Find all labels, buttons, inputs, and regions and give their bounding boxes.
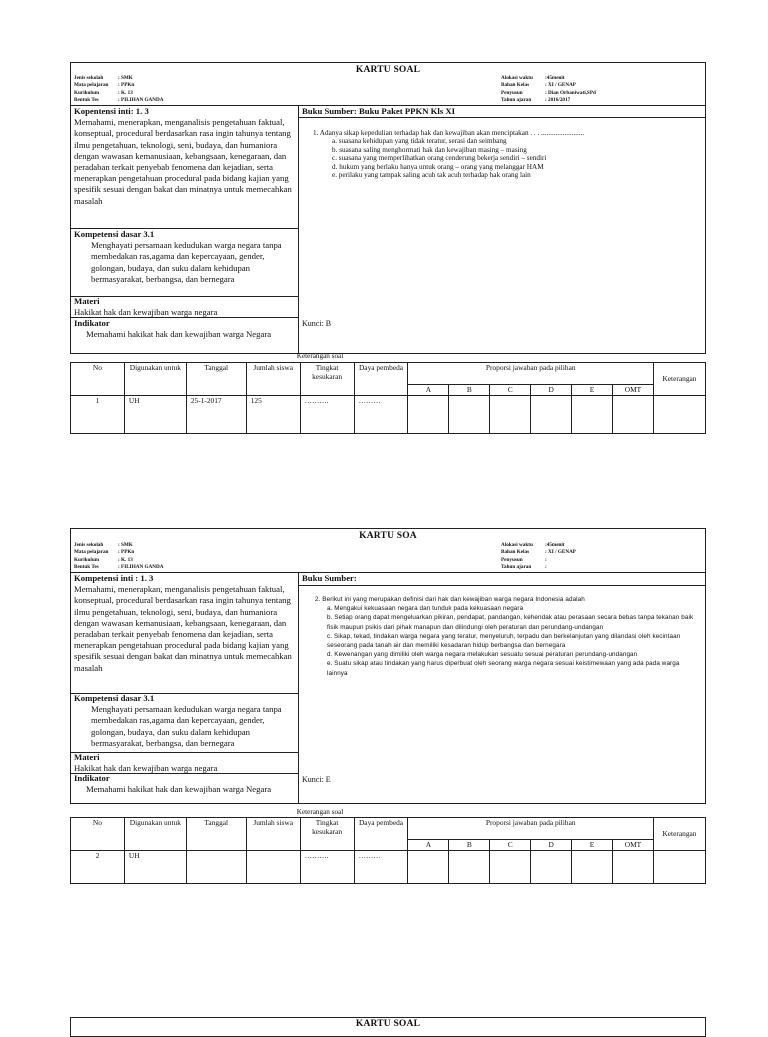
kompetensi-inti: [74, 573, 296, 674]
cell-daya: ………: [354, 850, 408, 883]
option-a: a. suasana kehidupan yang tidak teratur, serasi dan seimbang: [332, 137, 507, 146]
materi-text: Hakikat hak dan kewajiban warga negara: [74, 307, 218, 318]
question-card-3: [70, 1017, 706, 1037]
choice-a: A: [408, 385, 449, 396]
kompetensi-inti: [74, 106, 296, 207]
header-no: No: [71, 818, 125, 851]
indikator-title: Indikator: [74, 318, 110, 328]
option-b: b. Setiap orang dapat mengeluarkan pikiran, pendapat, pandangan, kehendak atau perasaan secara bebas tanpa tekanan baik fisik maupun psikis dari pihak manapun dan dilindungi oleh peraturan dan perundang-undangan: [327, 614, 694, 631]
materi-title: Materi: [74, 752, 100, 762]
answer-key: Kunci: E: [302, 775, 331, 784]
choice-c: C: [490, 840, 531, 851]
choice-e: E: [572, 385, 613, 396]
table-row: [71, 850, 706, 883]
kompetensi-dasar-title: Kompetensi dasar 3.1: [74, 229, 155, 239]
question-card-2: [70, 528, 706, 804]
buku-sumber: Buku Sumber:: [302, 573, 357, 583]
cell-digunakan: UH: [124, 850, 186, 883]
option-a: a. Mengakui kekuasaan negara dan tunduk pada kekuasaan negara: [327, 605, 524, 613]
cell-e: [572, 850, 613, 883]
header-digunakan: Digunakan untuk: [124, 363, 186, 396]
header-proporsi: Proporsi jawaban pada pilihan: [408, 363, 653, 385]
card-meta-left: Jenis sekolah : SMK Mata pelajaran : PPKn Kurikulum : K. 13 Bentuk Tes : PILIHAN GANDA: [74, 75, 164, 103]
option-b: b. suasana saling menghormati hak dan kewajiban masing – masing: [332, 145, 527, 154]
cell-no: 1: [71, 395, 125, 433]
keterangan-table: [70, 362, 706, 434]
header-tingkat: Tingkat kesukaran: [300, 363, 354, 396]
materi: [74, 296, 296, 318]
kompetensi-dasar-text: Menghayati persamaan kedudukan warga negara tanpa membedakan ras,agama dan kepercayaan, gender, golongan, budaya, dan suku dalam kehidupan bermasyarakat, berbangsa, dan bernegara: [91, 240, 282, 284]
header-jumlah: Jumlah siswa: [246, 818, 300, 851]
indikator-title: Indikator: [74, 773, 110, 783]
question-text: 2. Berikut ini yang merupakan definisi dari hak dan kewajiban warga negara Indonesia adalah: [315, 596, 585, 603]
cell-e: [572, 395, 613, 433]
cell-a: [408, 395, 449, 433]
option-c: c. suasana yang memperlihatkan orang cenderung bekerja sendiri – sendiri: [332, 154, 547, 163]
card-meta-left: Jenis sekolah : SMK Mata pelajaran : PPKn Kurikulum : K. 13 Bentuk Tes : FILIHAN GANDA: [74, 542, 164, 570]
divider: [298, 105, 299, 353]
option-d: d. Kewenangan yang dimiliki oleh warga negara melakukan sesuatu sesuai peraturan perundang-undangan: [327, 651, 638, 659]
header-digunakan: Digunakan untuk: [124, 818, 186, 851]
option-d: d. hukum yang berlaku hanya untuk orang – orang yang melanggar HAM: [332, 162, 544, 171]
cell-daya: ………: [354, 395, 408, 433]
card-meta-right: Alokasi waktu :45menit Bahan Kelas : XI / GENAP Penyusun : Tahun ajaran :: [501, 542, 576, 570]
header-tanggal: Tanggal: [186, 818, 246, 851]
question-text: 1. Adanya sikap kepedulian terhadap hak dan kewajiban akan menciptakan . . . ........................: [313, 129, 585, 137]
cell-b: [449, 395, 490, 433]
cell-keterangan: [653, 850, 705, 883]
cell-digunakan: UH: [124, 395, 186, 433]
kompetensi-inti-title: Kompetensi inti : 1. 3: [74, 573, 154, 583]
cell-no: 2: [71, 850, 125, 883]
cell-tanggal: [186, 850, 246, 883]
option-e: e. Suatu sikap atau tindakan yang harus diperbuat oleh seorang warga negara sesuai keistimewaan yang ada pada warga lainnya: [327, 660, 680, 677]
materi-text: Hakikat hak dan kewajiban warga negara: [74, 763, 218, 774]
cell-omt: [613, 395, 654, 433]
materi-title: Materi: [74, 296, 100, 306]
cell-jumlah: 125: [246, 395, 300, 433]
choice-omt: OMT: [613, 385, 654, 396]
answer-key: Kunci: B: [302, 319, 332, 328]
choice-e: E: [572, 840, 613, 851]
kompetensi-inti-text: Memahami, menerapkan, menganalisis pengetahuan faktual, konseptual, procedural berdasarkan rasa ingin tahunya tentang ilmu pengetahuan, teknologi, seni, budaya, dan humaniora dengan wawasan kemanusiaan, kebangsaan, kenegaraan, dan peradaban terkait penyebab fenomena dan kejadian, serta menerapkan pengetahuan procedural pada bidang kajian yang spesifik sesuai dengan bakat dan minatnya untuk memecahkan masalah: [74, 584, 292, 673]
cell-c: [490, 850, 531, 883]
kompetensi-dasar: [74, 229, 296, 285]
keterangan-caption: Keterangan soal: [296, 808, 344, 816]
choice-b: B: [449, 385, 490, 396]
header-keterangan: Keterangan: [653, 363, 705, 396]
cell-tanggal: 25-1-2017: [186, 395, 246, 433]
choice-omt: OMT: [613, 840, 654, 851]
kompetensi-inti-text: Memahami, menerapkan, menganalisis pengetahuan faktual, konseptual, procedural berdasarkan rasa ingin tahunya tentang ilmu pengetahuan, teknologi, seni, budaya, dan humaniora dengan wawasan kemanusiaan, kebangsaan, kenegaraan, dan peradaban terkait penyebab fenomena dan kejadian, serta menerapkan pengetahuan procedural pada bidang kajian yang spesifik sesuai dengan bakat dan minatnya untuk memecahkan masalah: [74, 117, 292, 206]
table-row: [71, 395, 706, 433]
choice-c: C: [490, 385, 531, 396]
indikator: [74, 773, 296, 795]
header-no: No: [71, 363, 125, 396]
cell-d: [531, 850, 572, 883]
kompetensi-dasar-title: Kompetensi dasar 3.1: [74, 693, 155, 703]
cell-tingkat: ……….: [300, 395, 354, 433]
option-c: c. Sikap, tekad, tindakan warga negara yang teratur, menyeluruh, terpadu dan berkelanjutan yang dilandasi oleh kecintaan seseorang pada tanah air dan memiliki kesadaran hidup berbangsa dan bernegara: [327, 632, 681, 650]
choice-a: A: [408, 840, 449, 851]
header-proporsi: Proporsi jawaban pada pilihan: [408, 818, 653, 840]
header-tanggal: Tanggal: [186, 363, 246, 396]
header-daya: Daya pembeda: [354, 818, 408, 851]
indikator: [74, 318, 296, 340]
question-card-1: [70, 62, 706, 354]
card-title: KARTU SOAL: [355, 65, 421, 75]
divider: [298, 572, 299, 803]
header-daya: Daya pembeda: [354, 363, 408, 396]
header-keterangan: Keterangan: [653, 818, 705, 851]
question-block: [313, 129, 703, 179]
card-title: KARTU SOA: [359, 531, 417, 541]
cell-tingkat: ……….: [300, 850, 354, 883]
indikator-text: Memahami hakikat hak dan kewajiban warga Negara: [86, 329, 272, 340]
divider: [299, 585, 705, 586]
header-tingkat: Tingkat kesukaran: [300, 818, 354, 851]
choice-b: B: [449, 840, 490, 851]
cell-d: [531, 395, 572, 433]
kompetensi-dasar-text: Menghayati persamaan kedudukan warga negara tanpa membedakan ras,agama dan kepercayaan, gender, golongan, budaya, dan suku dalam kehidupan bermasyarakat, berbangsa, dan bernegara: [91, 704, 282, 748]
choice-d: D: [531, 385, 572, 396]
buku-sumber: Buku Sumber: Buku Paket PPKN Kls XI: [302, 106, 456, 116]
kompetensi-dasar: [74, 693, 296, 749]
choice-d: D: [531, 840, 572, 851]
cell-omt: [613, 850, 654, 883]
card-title: KARTU SOAL: [355, 1019, 421, 1029]
cell-keterangan: [653, 395, 705, 433]
cell-jumlah: [246, 850, 300, 883]
question-block: [315, 595, 699, 678]
keterangan-table: [70, 817, 706, 884]
card-meta-right: Alokasi waktu :45menit Bahan Kelas : XI / GENAP Penyusun : Dian Orbaniwati,SPd Tahun ajaran : 2016/2017: [501, 75, 596, 103]
indikator-text: Memahami hakikat hak dan kewajiban warga Negara: [86, 784, 272, 795]
header-jumlah: Jumlah siswa: [246, 363, 300, 396]
keterangan-caption: Keterangan soal: [296, 352, 344, 360]
kompetensi-inti-title: Kopentensi inti: 1. 3: [74, 106, 149, 116]
cell-b: [449, 850, 490, 883]
option-e: e. perilaku yang tampak saling acuh tak acuh terhadap hak orang lain: [332, 171, 531, 180]
cell-c: [490, 395, 531, 433]
cell-a: [408, 850, 449, 883]
materi: [74, 752, 296, 774]
